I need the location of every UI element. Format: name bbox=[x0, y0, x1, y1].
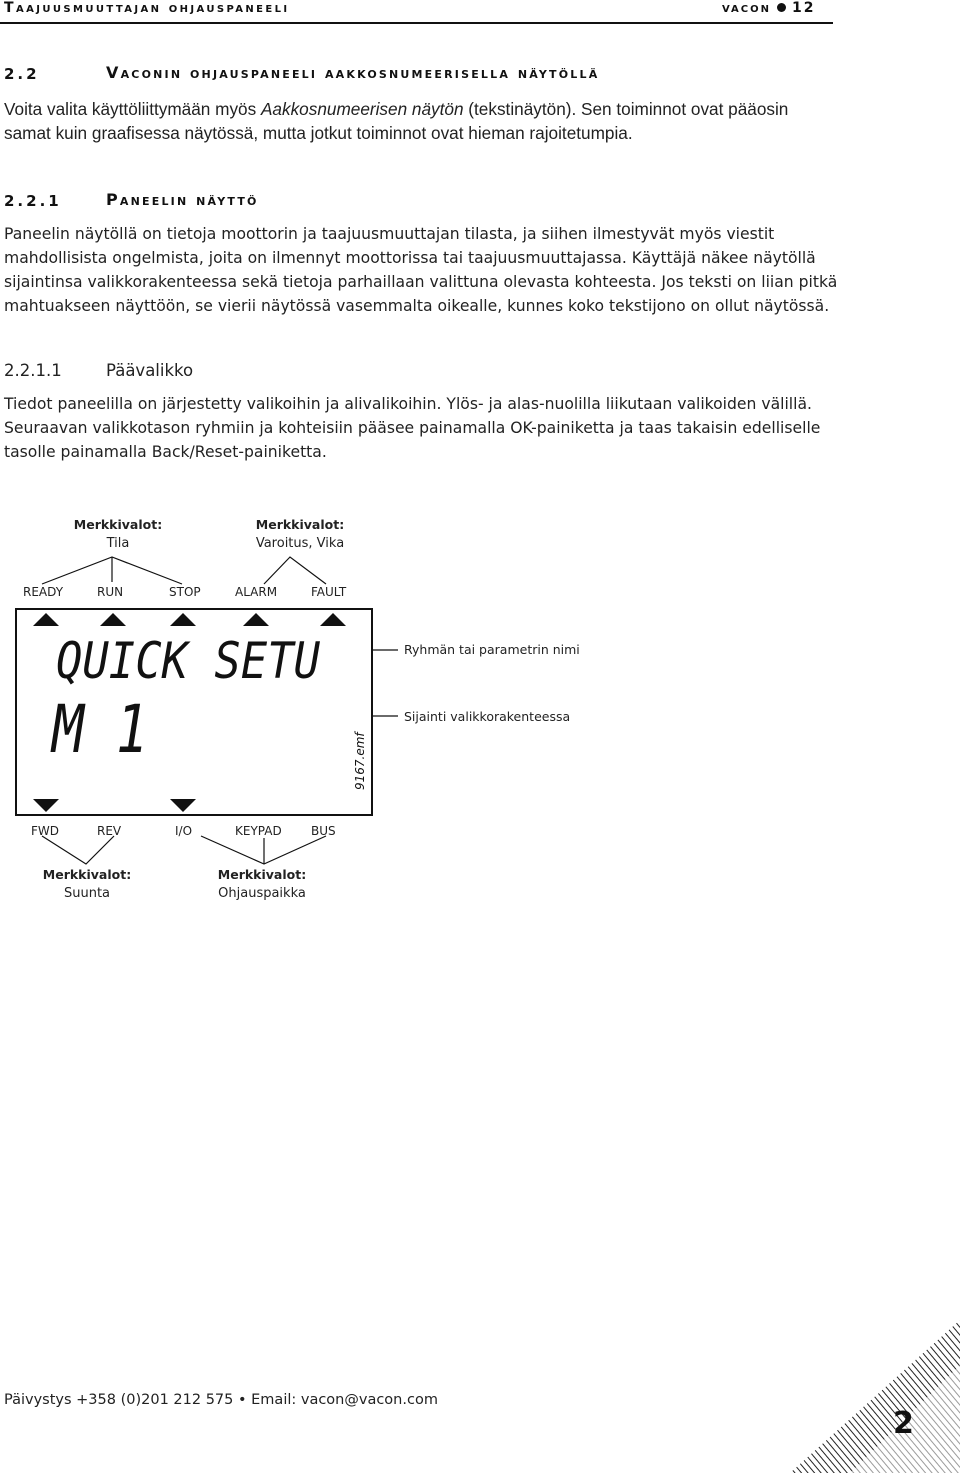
control-place-leds-heading: Merkkivalot: bbox=[217, 867, 307, 882]
intro-text-end: (tekstinäytön). Sen toiminnot ovat pääosin samat kuin graafisessa näytössä, mutta jotkut toiminnot ovat hieman rajoitetumpia. bbox=[4, 99, 789, 143]
fwd-led-icon bbox=[33, 799, 59, 812]
subsubsection-number: 2.2.1.1 bbox=[4, 361, 62, 380]
intro-text-start: Voita valita käyttöliittymään myös bbox=[4, 99, 261, 119]
indicator-keypad: KEYPAD bbox=[235, 824, 282, 838]
direction-leds-value: Suunta bbox=[63, 886, 111, 901]
indicator-rev: REV bbox=[97, 824, 122, 838]
footer-page-number: 2 bbox=[893, 1406, 914, 1441]
status-leds-value: Tila bbox=[106, 536, 130, 551]
indicator-fwd: FWD bbox=[31, 824, 60, 838]
stop-led-icon bbox=[170, 613, 196, 626]
indicator-alarm: ALARM bbox=[235, 585, 278, 599]
display-line-2: M 1 bbox=[50, 691, 149, 768]
subsection-paragraph: Paneelin näytöllä on tietoja moottorin ja taajuusmuuttajan tilasta, ja siihen ilmestyvät myös viestit mahdollisista ongelmista, joita on ilmennyt moottorissa tai taajuusmuuttajassa. Käyttäjä näkee näytöllä sijaintinsa valikkorakenteessa sekä tietoja parhaillaan valittuna olevasta kohteesta. Jos teksti on liian pitkä mahtuakseen näyttöön, se vierii näytössä vasemmalta oikealle, kunnes koko tekstijono on ollut näytössä. bbox=[4, 225, 838, 315]
indicator-ready: READY bbox=[23, 585, 64, 599]
indicator-run: RUN bbox=[97, 585, 124, 599]
alarm-leds-heading: Merkkivalot: bbox=[255, 517, 345, 532]
run-led-icon bbox=[100, 613, 126, 626]
footer-contact: Päivystys +358 (0)201 212 575 • Email: vacon@vacon.com bbox=[4, 1392, 438, 1408]
alarm-leds-value: Varoitus, Vika bbox=[255, 536, 345, 551]
indicator-fault: FAULT bbox=[311, 585, 347, 599]
intro-text-italic: Aakkosnumeerisen näytön bbox=[260, 99, 464, 119]
header-page-number: 12 bbox=[792, 0, 816, 16]
section-title: Vaconin ohjauspaneeli aakkosnumeerisella näytöllä bbox=[106, 63, 600, 82]
subsubsection-title: Päävalikko bbox=[106, 361, 194, 380]
status-leds-heading: Merkkivalot: bbox=[73, 517, 163, 532]
top-led-markers bbox=[33, 613, 346, 626]
subsubsection-paragraph: Tiedot paneelilla on järjestetty valikoihin ja alivalikoihin. Ylös- ja alas-nuolilla liikutaan valikoiden välillä. Seuraavan valikkotason ryhmiin ja kohteisiin pääsee painamalla OK-painiketta ja taas takaisin edelliselle tasolle painamalla Back/Reset-painiketta. bbox=[4, 395, 821, 461]
control-place-leds-value: Ohjauspaikka bbox=[218, 886, 306, 901]
top-led-connectors bbox=[42, 557, 326, 584]
annotation-parameter-name: Ryhmän tai parametrin nimi bbox=[404, 642, 580, 657]
indicator-io: I/O bbox=[175, 824, 193, 838]
display-line-1: QUICK SETU bbox=[56, 632, 321, 690]
alarm-led-icon bbox=[243, 613, 269, 626]
bottom-led-markers bbox=[33, 799, 196, 812]
page-corner-decoration bbox=[790, 1320, 960, 1473]
indicator-bus: BUS bbox=[311, 824, 336, 838]
annotation-leaders bbox=[372, 650, 398, 716]
subsection-number: 2.2.1 bbox=[4, 192, 62, 210]
direction-leds-heading: Merkkivalot: bbox=[42, 867, 132, 882]
brand-name: vacon bbox=[722, 0, 772, 16]
annotation-menu-location: Sijainti valikkorakenteessa bbox=[404, 709, 571, 724]
figure-file-id: 9167.emf bbox=[353, 732, 367, 790]
subsection-title: Paneelin näyttö bbox=[106, 190, 259, 209]
running-header-title: Taajuusmuuttajan ohjauspaneeli bbox=[4, 0, 290, 16]
ready-led-icon bbox=[33, 613, 59, 626]
rev-led-icon bbox=[170, 799, 196, 812]
bottom-led-connectors bbox=[42, 836, 326, 864]
indicator-stop: STOP bbox=[169, 585, 201, 599]
fault-led-icon bbox=[320, 613, 346, 626]
section-number: 2.2 bbox=[4, 65, 40, 83]
